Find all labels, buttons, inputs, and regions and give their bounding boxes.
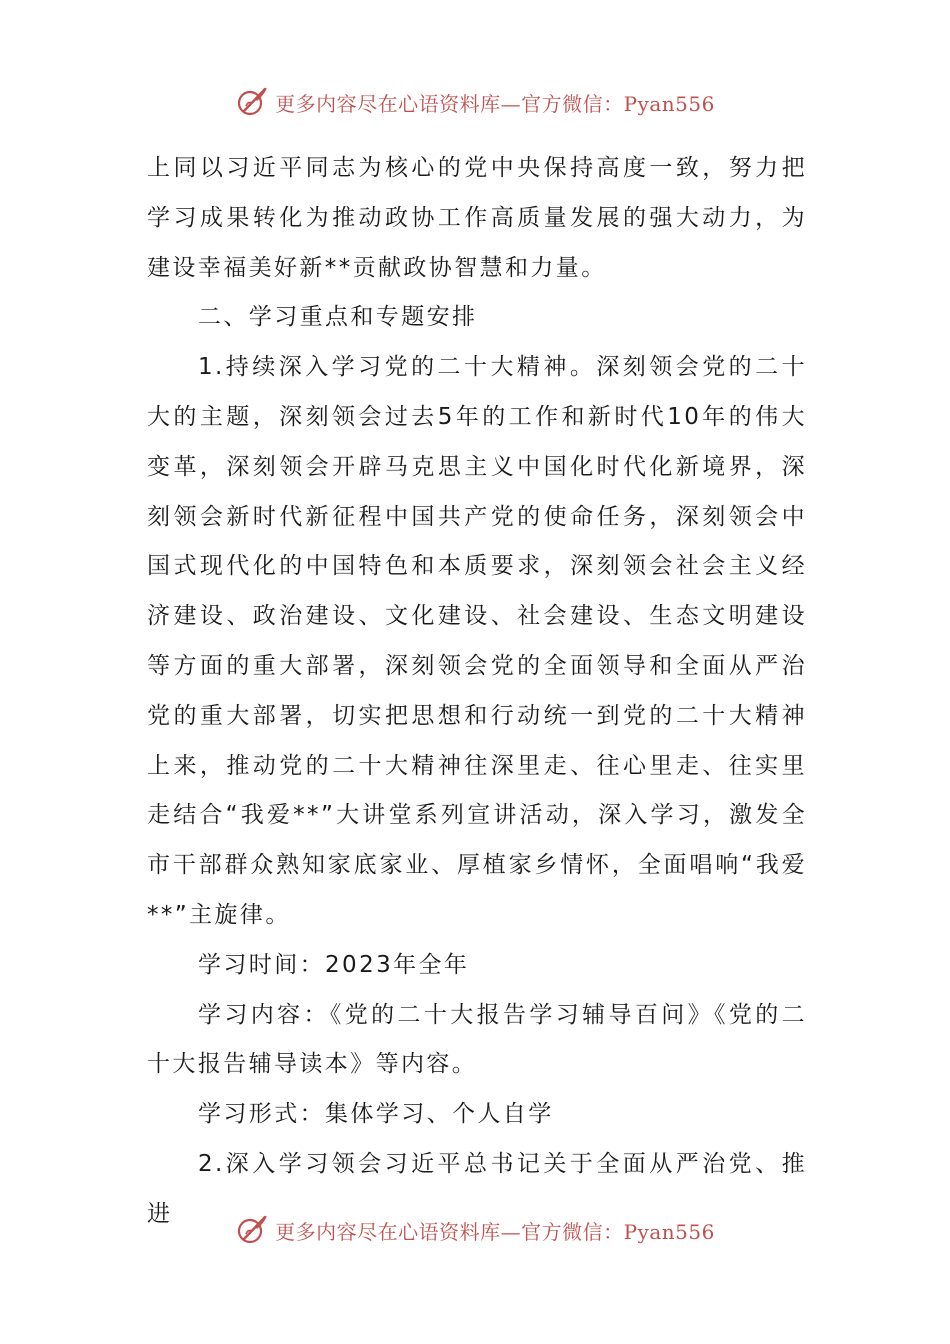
section-heading: 二、学习重点和专题安排	[198, 304, 478, 331]
paragraph-2: 1.持续深入学习党的二十大精神。深刻领会党的二十大的主题，深刻领会过去5年的工作和新时代10年的伟大变革，深刻领会开辟马克思主义中国化时代化新境界，深刻领会新时代新征程中国共产党的使命任务，深刻领会中国式现代化的中国特色和本质要求，深刻领会社会主义经济建设、政治建设、文化建设、社会建设、生态文明建设等方面的重大部署，深刻领会党的全面领导和全面从严治党的重大部署，切实把思想和行动统一到党的二十大精神上来，推动党的二十大精神往深里走、往心里走、往实里走结合“我爱**”大讲堂系列宣讲活动，深入学习，激发全市干部群众熟知家底家业、厚植家乡情怀，全面唱响“我爱**”主旋律。	[147, 354, 807, 928]
footer-banner-text: 更多内容尽在心语资料库—官方微信：Pyan556	[275, 1219, 715, 1244]
paragraph-3: 2.深入学习领会习近平总书记关于全面从严治党、推进	[147, 1150, 807, 1227]
document-body	[147, 144, 807, 1240]
footer-banner	[0, 1210, 950, 1250]
header-banner-text: 更多内容尽在心语资料库—官方微信：Pyan556	[275, 91, 715, 116]
study-content: 学习内容：《党的二十大报告学习辅导百问》《党的二十大报告辅导读本》等内容。	[147, 1001, 807, 1078]
paragraph-1: 上同以习近平同志为核心的党中央保持高度一致，努力把学习成果转化为推动政协工作高质量发展的强大动力，为建设幸福美好新**贡献政协智慧和力量。	[147, 155, 807, 281]
quill-logo-icon	[235, 1212, 271, 1248]
study-format: 学习形式：集体学习、个人自学	[198, 1101, 554, 1128]
study-time: 学习时间：2023年全年	[198, 951, 470, 978]
header-banner	[0, 82, 950, 122]
quill-logo-icon	[235, 84, 271, 120]
